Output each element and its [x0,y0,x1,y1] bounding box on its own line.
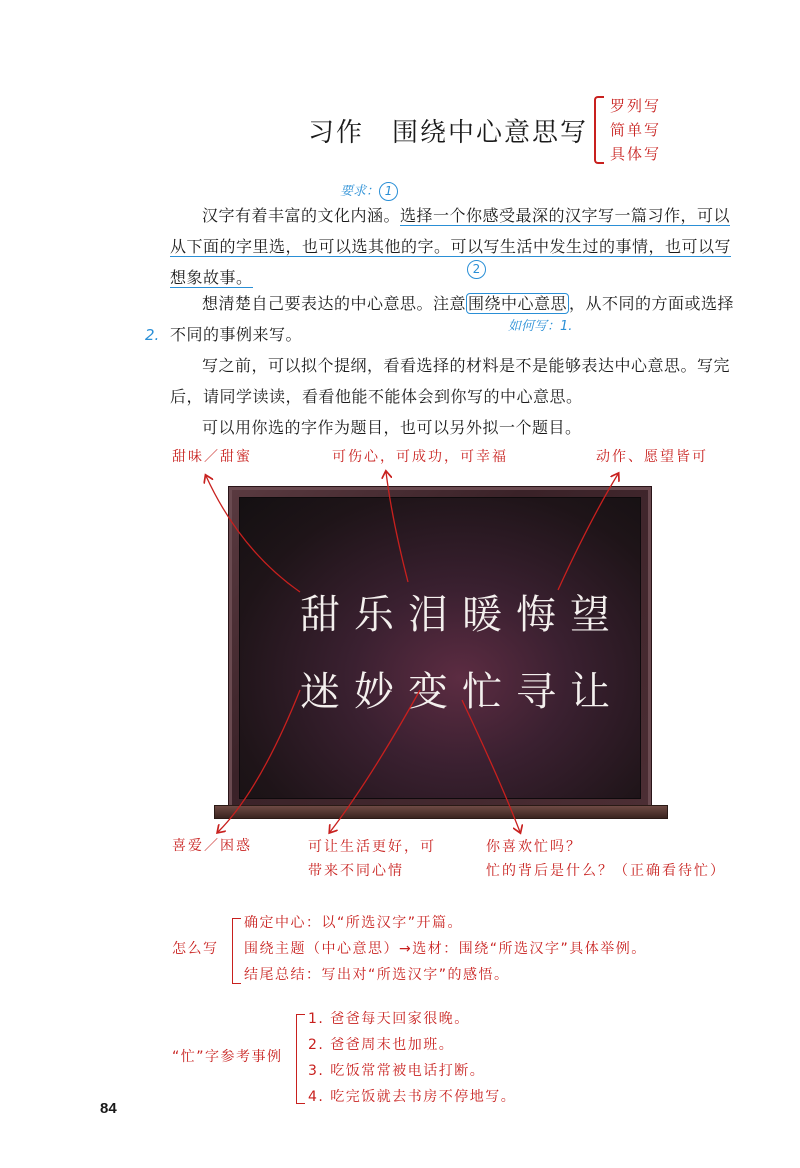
board-row-1: 甜乐泪暖悔望 [300,592,624,638]
how-to-label: 怎么写 [172,941,219,957]
note-bottom-left: 喜爱／困惑 [172,838,252,854]
note-top-middle: 可伤心，可成功，可幸福 [332,449,508,465]
blackboard [228,486,652,810]
blackboard-surface [239,497,641,799]
paragraph-1-line-2: 从下面的字里选，也可以选其他的字。可以写生活中发生过的事情，也可以写 [170,237,732,256]
paragraph-1-line-1: 汉字有着丰富的文化内涵。选择一个你感受最深的汉字写一篇习作，可以 [202,206,731,225]
title-brace [594,96,604,164]
paragraph-3-line-2: 后，请同学读读，看看他能不能体会到你写的中心意思。 [170,387,583,406]
title-left: 习作 [308,118,365,148]
how-to-line-1: 确定中心：以“所选汉字”开篇。 [244,915,464,931]
title-note-2: 简单写 [610,121,662,139]
examples-list [308,1006,516,1110]
example-line-3: 3. 吃饭常常被电话打断。 [308,1063,486,1079]
title-note-3: 具体写 [610,145,662,163]
how-to-line-3: 结尾总结：写出对“所选汉字”的感悟。 [244,967,510,983]
examples-label: “忙”字参考事例 [172,1049,283,1065]
paragraph-4-line-1: 可以用你选的字作为题目，也可以另外拟一个题目。 [202,418,582,437]
paragraph-2-line-2: 不同的事例来写。 [170,325,303,344]
page-title [308,112,588,149]
page-number: 84 [100,1100,117,1117]
how-to-write-label: 如何写：1. [508,319,573,334]
boxed-phrase: 围绕中心意思 [468,294,568,313]
circle-number-1: 1 [379,182,398,201]
paragraph-2-line-1: 想清楚自己要表达的中心意思。注意 围绕中心意思 ，从不同的方面或选择 [202,294,735,313]
title-right: 围绕中心意思写 [392,118,589,148]
board-row-2: 迷妙变忙寻让 [300,669,624,715]
note-top-right: 动作、愿望皆可 [596,449,708,465]
title-notes [610,94,661,166]
example-line-1: 1. 爸爸每天回家很晚。 [308,1011,470,1027]
title-note-1: 罗列写 [610,97,662,115]
paragraph-3-line-1: 写之前，可以拟个提纲，看看选择的材料是不是能够表达中心意思。写完 [202,356,731,375]
note-bottom-right: 你喜欢忙吗？ 忙的背后是什么？（正确看待忙） [486,839,726,879]
paragraph-1-line-3: 想象故事。 [170,268,253,287]
margin-number-2: 2. [145,326,160,344]
requirement-label: 要求： 1 [340,180,398,201]
blackboard-ledge [214,805,668,819]
circle-number-2: 2 [467,258,486,279]
note-bottom-middle: 可让生活更好，可 带来不同心情 [308,839,436,879]
how-to-brace [232,918,241,984]
note-top-left: 甜味／甜蜜 [172,449,252,465]
example-line-2: 2. 爸爸周末也加班。 [308,1037,455,1053]
how-to-line-2: 围绕主题（中心意思）→选材：围绕“所选汉字”具体举例。 [244,941,647,957]
examples-brace [296,1014,305,1104]
how-to-list [244,910,647,988]
example-line-4: 4. 吃完饭就去书房不停地写。 [308,1089,517,1105]
